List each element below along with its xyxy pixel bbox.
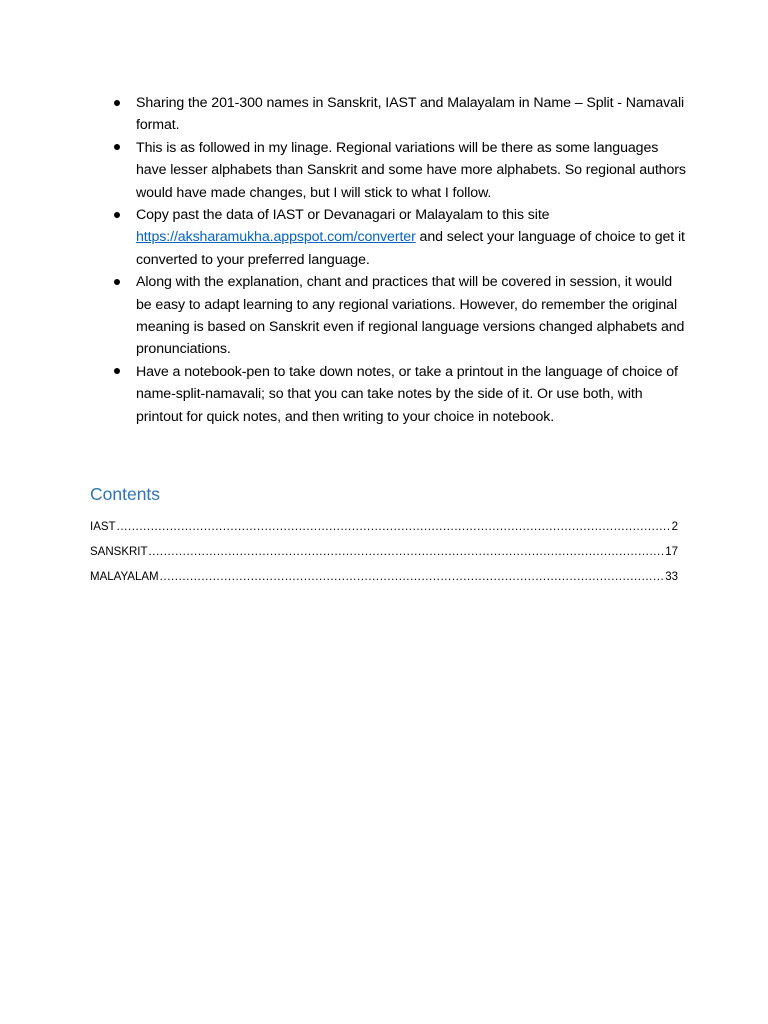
toc-entry-title: MALAYALAM (90, 571, 159, 583)
toc-dot-leader (160, 565, 665, 590)
bullet-item (90, 204, 690, 271)
toc-page-number: 2 (671, 521, 678, 533)
bullet-dot-icon (114, 212, 120, 218)
bullet-text: This is as followed in my linage. Regional variations will be there as some languages have lesser alphabets than Sanskrit and some have more alphabets. So regional authors would have made changes, but I will stick to what I follow. (136, 139, 686, 201)
toc-entry-title: IAST (90, 521, 116, 533)
bullet-text: and select your language of choice to get it converted to your preferred language. (136, 229, 685, 268)
bullet-dot-icon (114, 144, 120, 150)
toc-entry-iast[interactable] (90, 515, 678, 540)
bullet-item (90, 92, 690, 137)
converter-link[interactable]: https://aksharamukha.appspot.com/converter (136, 229, 416, 246)
bullet-item (90, 361, 690, 428)
table-of-contents (90, 480, 678, 590)
toc-dot-leader (117, 515, 671, 540)
bullet-text: Copy past the data of IAST or Devanagari or Malayalam to this site (136, 207, 550, 224)
toc-page-number: 33 (665, 571, 678, 583)
bullet-text: Along with the explanation, chant and practices that will be covered in session, it would be easy to adapt learning to any regional variations. However, do remember the original meaning is based on Sanskrit even if regional language versions changed alphabets and pronunciations. (136, 274, 685, 358)
bullet-item (90, 137, 690, 204)
bullet-text: Have a notebook-pen to take down notes, or take a printout in the language of choice of name-split-namavali; so that you can take notes by the side of it. Or use both, with printout for quick notes, and then writing to your choice in notebook. (136, 363, 678, 425)
bullet-text: Sharing the 201-300 names in Sanskrit, IAST and Malayalam in Name – Split - Namavali format. (136, 95, 685, 134)
bullet-item (90, 271, 690, 361)
toc-entry-sanskrit[interactable] (90, 540, 678, 565)
bullet-dot-icon (114, 368, 120, 374)
toc-heading: Contents (90, 484, 161, 504)
bullet-dot-icon (114, 279, 120, 285)
toc-entry-malayalam[interactable] (90, 565, 678, 590)
toc-dot-leader (149, 540, 665, 565)
toc-entry-title: SANSKRIT (90, 546, 148, 558)
bullet-dot-icon (114, 100, 120, 106)
toc-page-number: 17 (665, 546, 678, 558)
bullet-list (90, 92, 690, 428)
